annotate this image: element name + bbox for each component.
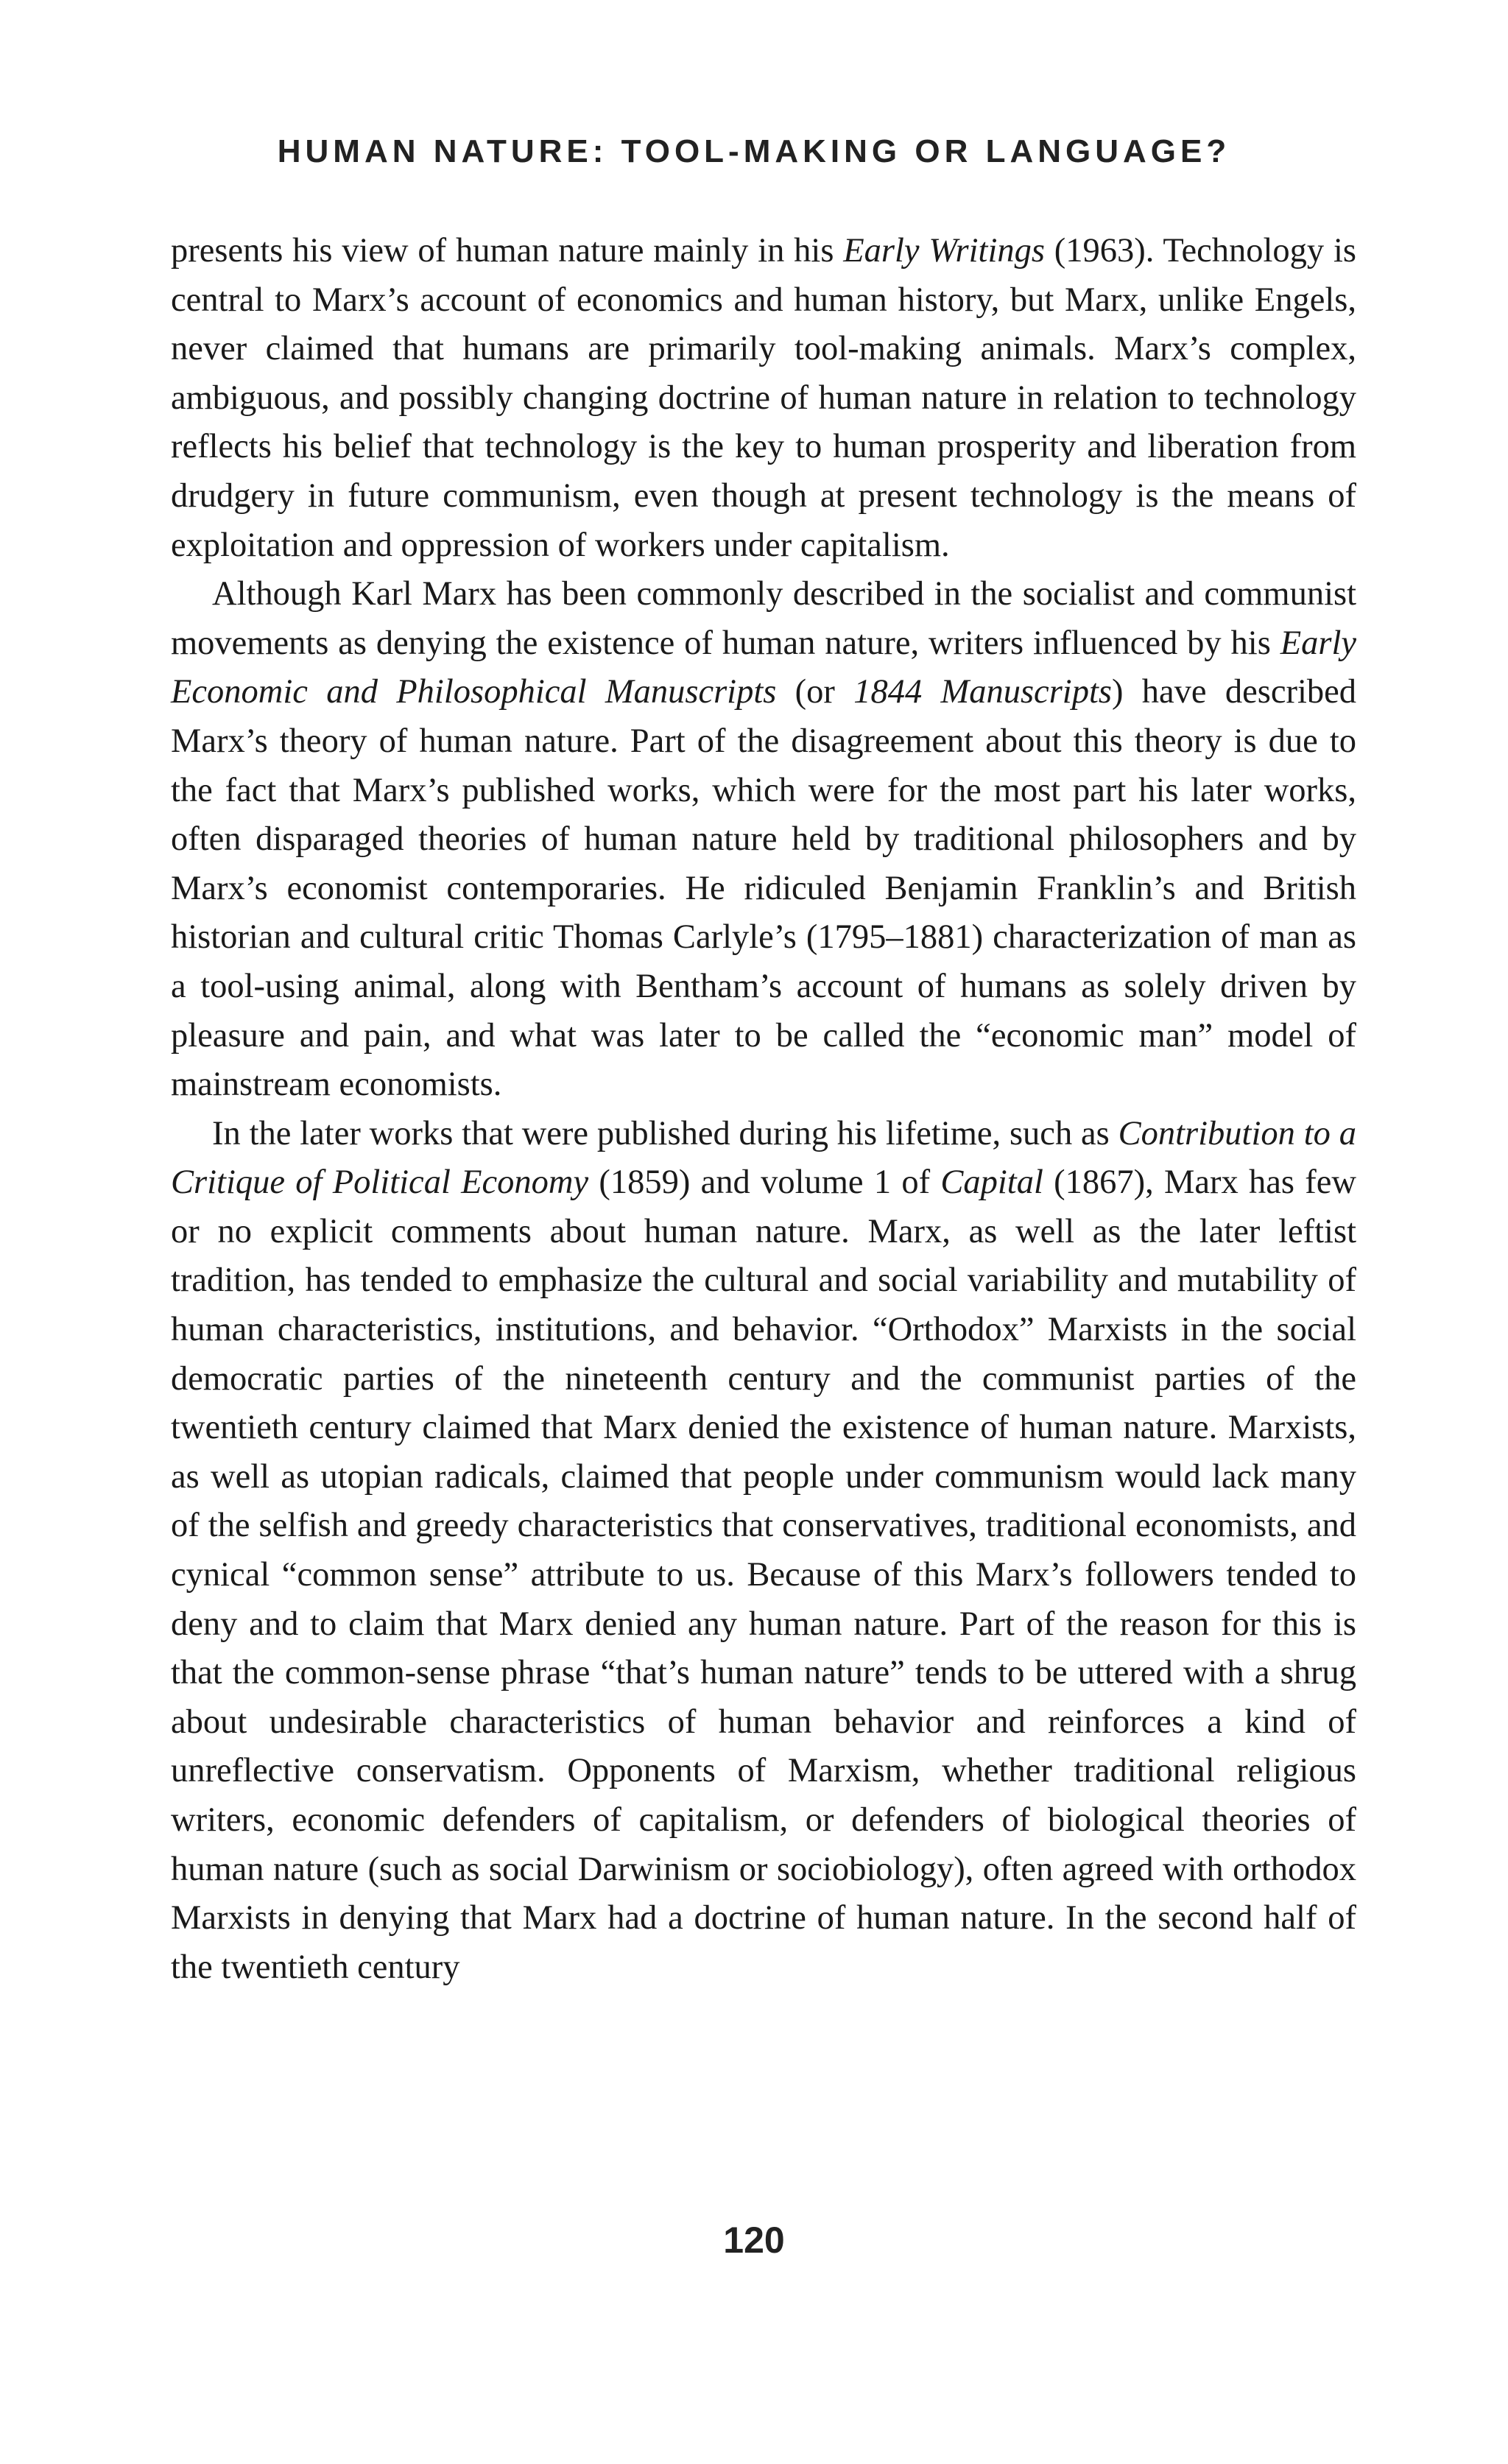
italic-title: 1844 Manuscripts	[853, 673, 1112, 711]
italic-title: Contribution to a Critique of Political Economy	[171, 1114, 1356, 1202]
running-head: HUMAN NATURE: TOOL-MAKING OR LANGUAGE?	[277, 133, 1231, 169]
italic-title: Early Economic and Philosophical Manuscripts	[171, 624, 1356, 711]
text-run: ) have described Marx’s theory of human nature. Part of the disagreement about this theory is due to the fact that Marx’s published works, which were for the most part his later works, often disparaged theories of human nature held by traditional philosophers and by Marx’s economist contemporaries. He ridiculed Benjamin Franklin’s and British historian and cultural critic Thomas Carlyle’s (1795–1881) characterization of man as a tool-using animal, along with Bentham’s account of humans as solely driven by pleasure and pain, and what was later to be called the “economic man” model of mainstream economists.	[171, 673, 1356, 1104]
italic-title: Capital	[940, 1164, 1043, 1202]
text-run: (or	[776, 673, 854, 711]
italic-title: Early Writings	[843, 232, 1045, 270]
text-run: Although Karl Marx has been commonly described in the socialist and communist movements as denying the existence of human nature, writers influenced by his	[171, 575, 1356, 662]
text-run: (1859) and volume 1 of	[588, 1164, 941, 1202]
text-run: (1963). Technology is central to Marx’s account of economics and human history, but Marx, unlike Engels, never claimed that humans are primarily tool-making animals. Marx’s complex, ambiguous, and possibly changing doctrine of human nature in relation to technology reflects his belief that technology is the key to human prosperity and liberation from drudgery in future communism, even though at present technology is the means of exploitation and oppression of workers under capitalism.	[171, 232, 1356, 564]
paragraph-1	[171, 227, 1356, 570]
text-run: (1867), Marx has few or no explicit comments about human nature. Marx, as well as the later leftist tradition, has tended to emphasize the cultural and social variability and mutability of human characteristics, institutions, and behavior. “Orthodox” Marxists in the social democratic parties of the nineteenth century and the communist parties of the twentieth century claimed that Marx denied the existence of human nature. Marxists, as well as utopian radicals, claimed that people under communism would lack many of the selfish and greedy characteristics that conservatives, traditional economists, and cynical “common sense” attribute to us. Because of this Marx’s followers tended to deny and to claim that Marx denied any human nature. Part of the reason for this is that the common-sense phrase “that’s human nature” tends to be uttered with a shrug about undesirable characteristics of human behavior and reinforces a kind of unreflective conservatism. Opponents of Marxism, whether traditional religious writers, economic defenders of capitalism, or defenders of biological theories of human nature (such as social Darwinism or sociobiology), often agreed with orthodox Marxists in denying that Marx had a doctrine of human nature. In the second half of the twentieth century	[171, 1164, 1356, 1986]
body-text	[171, 227, 1356, 1992]
paragraph-3	[171, 1110, 1356, 1993]
text-run: In the later works that were published during his lifetime, such as	[212, 1114, 1118, 1152]
paragraph-2	[171, 570, 1356, 1110]
page-number: 120	[723, 2220, 785, 2261]
text-run: presents his view of human nature mainly in his	[171, 232, 844, 270]
